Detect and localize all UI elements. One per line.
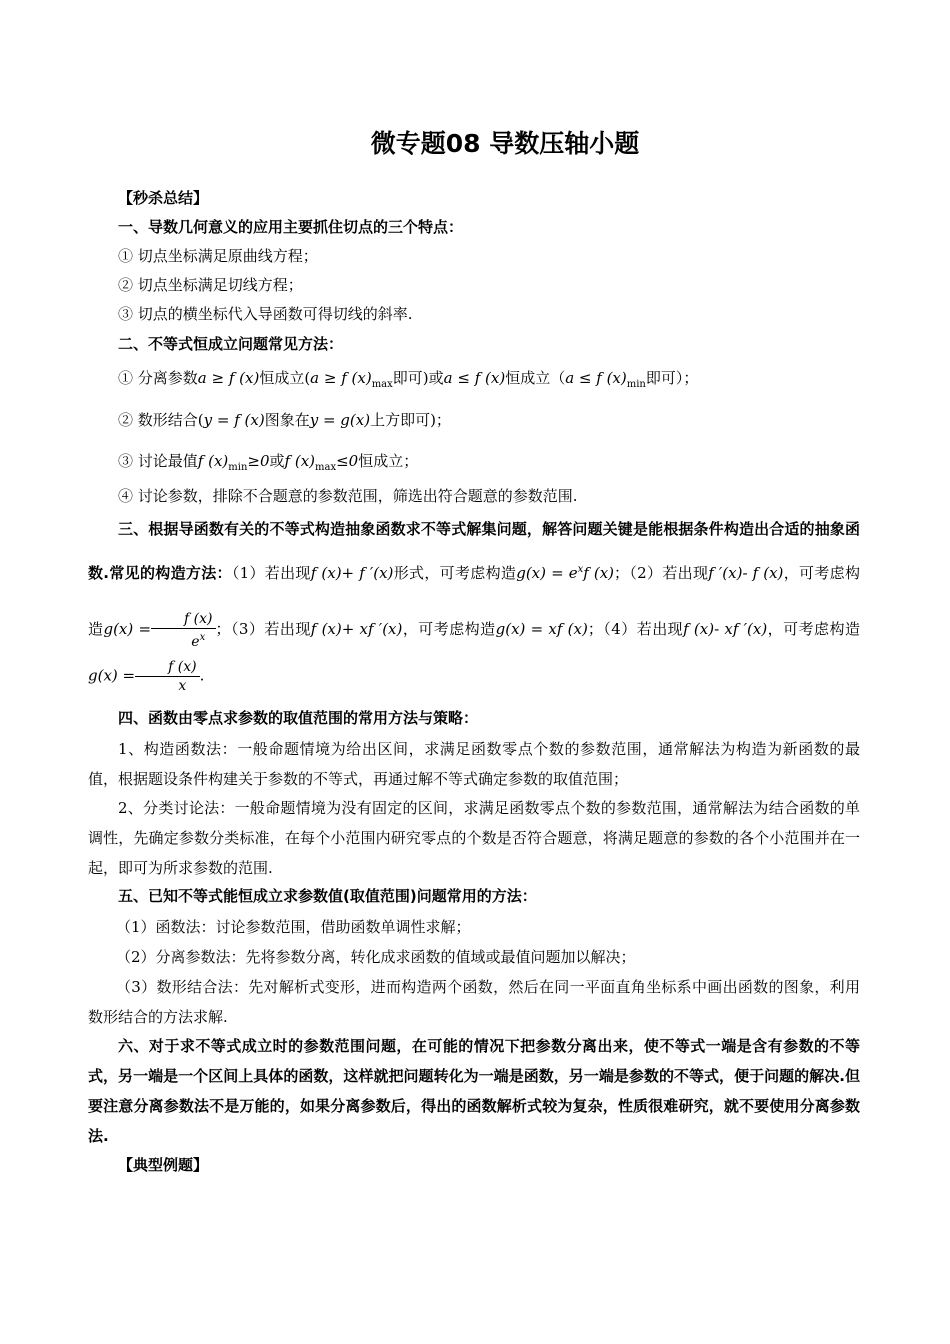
math-expression: a ≥ f (x) <box>310 369 372 387</box>
text: ，可考虑构造 <box>767 620 860 638</box>
section4-paragraph-2: 2、分类讨论法：一般命题情境为没有固定的区间，求满足函数零点个数的参数范围，通常解法为结合函数的单调性，先确定参数分类标准，在每个小范围内研究零点的个数是否符合题意，将满足题意的参数的各个小范围并在一起，即可为所求参数的范围. <box>88 799 860 877</box>
math-expression: g(x) = xf (x) <box>495 620 588 638</box>
fraction-denominator: x <box>178 678 187 694</box>
text: ① 分离参数 <box>118 369 198 387</box>
section4-paragraph-1: 1、构造函数法：一般命题情境为给出区间，求满足函数零点个数的参数范围，通常解法为构造为新函数的最值，根据题设条件构建关于参数的不等式，再通过解不等式确定参数的取值范围； <box>88 740 860 788</box>
fraction-numerator: f (x) <box>135 658 199 677</box>
text: . <box>199 666 205 685</box>
section5-item-3: （3）数形结合法：先对解析式变形，进而构造两个函数，然后在同一平面直角坐标系中画出函数的图象，利用数形结合的方法求解. <box>88 978 860 1026</box>
text: ，可考虑构造 <box>88 564 860 638</box>
text: ；（2）若出现 <box>614 564 709 582</box>
text: 恒成立（ <box>505 369 566 387</box>
subscript: max <box>315 462 337 473</box>
fraction-denominator <box>151 629 215 651</box>
text: 恒成立( <box>259 369 311 387</box>
text: e <box>191 633 200 650</box>
examples-header: 【典型例题】 <box>118 1156 209 1174</box>
math-expression: f (x)- xf ′(x) <box>683 620 768 638</box>
math-expression: y = f (x) <box>203 411 265 429</box>
section1-heading: 一、导数几何意义的应用主要抓住切点的三个特点： <box>118 218 464 236</box>
section4-heading: 四、函数由零点求参数的取值范围的常用方法与策略： <box>118 709 479 727</box>
math-expression: f (x)+ f ′(x) <box>310 564 394 582</box>
math-expression: ≤0 <box>336 452 359 470</box>
math-expression: g(x) = <box>103 620 152 638</box>
subscript: min <box>626 379 646 390</box>
text: （1）若出现 <box>231 564 311 582</box>
fraction-f-over-ex <box>151 610 215 651</box>
math-expression: a ≥ f (x) <box>197 369 260 387</box>
section2-item-3 <box>118 449 418 480</box>
text: 上方即可)； <box>370 411 451 429</box>
text: 即可)或 <box>392 369 444 387</box>
subscript: max <box>371 379 393 390</box>
text: ，可考虑构造 <box>402 620 496 638</box>
math-expression: a ≤ f (x) <box>565 369 627 387</box>
section3-paragraph <box>88 512 860 695</box>
math-expression: f (x) <box>284 452 316 470</box>
section5-heading: 五、已知不等式能恒成立求参数值(取值范围)问题常用的方法： <box>118 887 537 905</box>
text: 图象在 <box>264 411 310 429</box>
math-expression: ≥0 <box>247 452 270 470</box>
math-expression: f ′(x)- f (x) <box>708 564 784 582</box>
superscript: x <box>199 631 206 643</box>
text: 形式，可考虑构造 <box>393 564 517 582</box>
math-expression: f (x)+ xf ′(x) <box>310 620 403 638</box>
section1-item-3: ③ 切点的横坐标代入导函数可得切线的斜率. <box>118 305 413 323</box>
math-expression: f (x) <box>583 564 615 582</box>
text: ② 数形结合( <box>118 411 204 429</box>
subscript: min <box>228 462 248 473</box>
superscript: x <box>577 564 584 575</box>
text: 或 <box>269 452 285 470</box>
fraction-numerator: f (x) <box>151 610 215 629</box>
section5-item-1: （1）函数法：讨论参数范围，借助函数单调性求解； <box>116 918 471 936</box>
math-expression: f (x) <box>197 452 229 470</box>
math-expression: a ≤ f (x) <box>443 369 506 387</box>
text: 恒成立； <box>358 452 419 470</box>
section2-item-4: ④ 讨论参数，排除不合题意的参数范围，筛选出符合题意的参数范围. <box>118 487 578 505</box>
text: ③ 讨论最值 <box>118 452 198 470</box>
math-expression: y = g(x) <box>309 411 371 429</box>
fraction-f-over-x <box>135 658 199 695</box>
math-expression: g(x) = <box>88 666 136 685</box>
section5-item-2: （2）分离参数法：先将参数分离，转化成求函数的值域或最值问题加以解决； <box>116 948 636 966</box>
section2-item-1 <box>118 366 698 397</box>
section1-item-2: ② 切点坐标满足切线方程； <box>118 276 303 294</box>
text: ；（3）若出现 <box>215 620 311 638</box>
section3-heading: 三、根据导函数有关的不等式构造抽象函数求不等式解集问题，解答问题关键是能根据条件构造出合适的抽象函数.常见的构造方法： <box>88 520 860 582</box>
section1-item-1: ① 切点坐标满足原曲线方程； <box>118 247 318 265</box>
page-title: 微专题08 导数压轴小题 <box>370 129 640 158</box>
section2-heading: 二、不等式恒成立问题常见方法： <box>118 335 344 353</box>
text: ；（4）若出现 <box>587 620 684 638</box>
math-expression: g(x) = e <box>516 564 578 582</box>
text: 即可）； <box>645 369 699 387</box>
summary-header: 【秒杀总结】 <box>118 189 209 207</box>
section2-item-2 <box>118 408 451 432</box>
section6-paragraph: 六、对于求不等式成立时的参数范围问题，在可能的情况下把参数分离出来，使不等式一端是含有参数的不等式，另一端是一个区间上具体的函数，这样就把问题转化为一端是函数，另一端是参数的不等式，便于问题的解决.但要注意分离参数法不是万能的，如果分离参数后，得出的函数解析式较为复杂，性质很难研究，就不要使用分离参数法. <box>88 1037 860 1145</box>
